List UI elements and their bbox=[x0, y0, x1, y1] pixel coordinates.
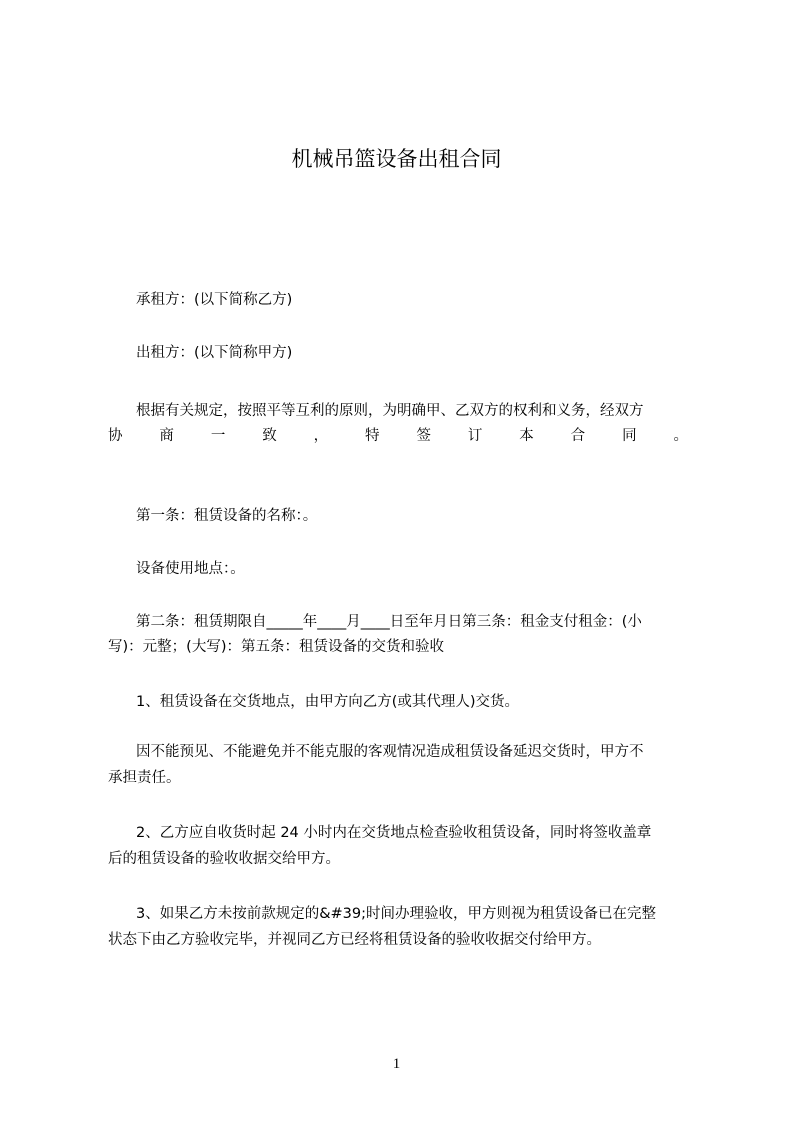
force-majeure-line-1: 因不能预见、不能避免并不能克服的客观情况造成租赁设备延迟交货时，甲方不 bbox=[136, 744, 644, 760]
force-majeure-line-2: 承担责任。 bbox=[108, 770, 181, 786]
preamble-line-2: 协商一致，特签订本合同。 bbox=[108, 428, 688, 444]
clause-2-line-1: 2、乙方应自收货时起 24 小时内在交货地点检查验收租赁设备，同时将签收盖章 bbox=[136, 825, 652, 841]
location-line: 设备使用地点：。 bbox=[136, 561, 245, 577]
clause-1-line: 1、租赁设备在交货地点，由甲方向乙方(或其代理人)交货。 bbox=[136, 694, 520, 710]
clause-3-line-2: 状态下由乙方验收完毕，并视同乙方已经将租赁设备的验收收据交付给甲方。 bbox=[108, 932, 601, 948]
clause-2-line-2: 后的租赁设备的验收收据交给甲方。 bbox=[108, 851, 340, 867]
document-title: 机械吊篮设备出租合同 bbox=[291, 147, 502, 171]
lessor-line: 出租方：(以下简称甲方) bbox=[136, 345, 293, 361]
article-2-line-2: 写)：元整；(大写)：第五条：租赁设备的交货和验收 bbox=[108, 639, 444, 655]
clause-3-line-1: 3、如果乙方未按前款规定的&#39;时间办理验收，甲方则视为租赁设备已在完整 bbox=[136, 906, 657, 922]
preamble-line-1: 根据有关规定，按照平等互利的原则，为明确甲、乙双方的权利和义务，经双方 bbox=[136, 403, 644, 419]
article-1-line: 第一条：租赁设备的名称：。 bbox=[136, 508, 318, 524]
lessee-line: 承租方：(以下简称乙方) bbox=[136, 292, 293, 308]
article-2-line-1: 第二条：租赁期限自_____年____月____日至年月日第三条：租金支付租金：(小 bbox=[136, 614, 642, 630]
page-number: 1 bbox=[392, 1056, 401, 1072]
